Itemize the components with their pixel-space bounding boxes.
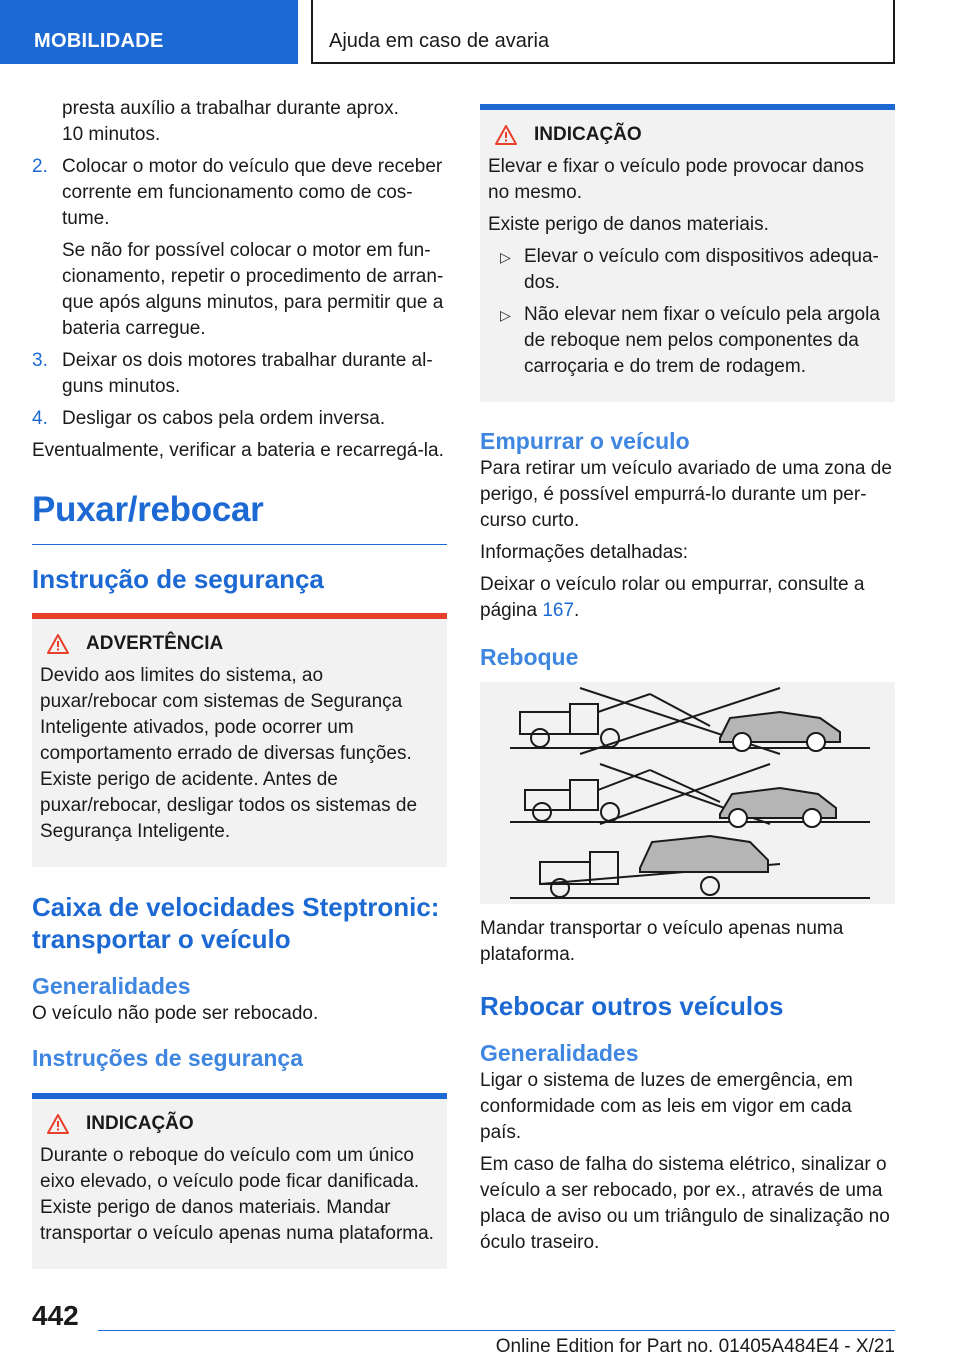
general-heading: Generalidades [480,1040,639,1066]
general-heading: Generalidades [32,973,191,999]
note-text-1: Elevar e fixar o veículo pode provocar danos no mesmo. [488,156,864,203]
step-number: 4. [32,408,48,429]
warning-title [40,633,439,655]
footer-divider [98,1330,895,1331]
continued-line-1: presta auxílio a trabalhar durante aprox. [62,98,399,119]
section-tab [0,0,298,64]
bullet-item [488,244,887,296]
note-title-text: INDICAÇÃO [86,1113,194,1134]
triangle-bullet-icon: ▷ [500,307,511,323]
note-box [32,1093,447,1269]
bullet-text: Não elevar nem fixar o veículo pela argola de reboque nem pelos componentes da carroçaria e do trem de rodagem. [524,304,880,377]
details-text [480,572,895,624]
step-number: 3. [32,350,48,371]
continued-text [32,96,447,148]
warning-title-text: ADVERTÊNCIA [86,633,224,654]
left-column [32,96,447,1269]
step-text: Desligar os cabos pela ordem inversa. [62,408,386,429]
details-sentence: Deixar o veículo rolar ou empurrar, consulte a página [480,574,865,621]
section-label: MOBILIDADE [34,30,164,52]
other-vehicles-heading: Rebocar outros veículos [480,991,784,1021]
push-text: Para retirar um veículo avariado de uma zona de perigo, é possível empurrá-lo durante um percurso curto. [480,458,892,531]
push-heading: Empurrar o veículo [480,428,690,454]
right-column [480,104,895,1262]
step-text: Colocar o motor do veículo que deve receber corrente em funcionamento como de costume. [62,156,443,229]
note-box [480,104,895,402]
warning-triangle-icon [46,633,70,655]
tow-heading: Reboque [480,644,579,670]
warning-box [32,613,447,867]
page-number: 442 [32,1300,79,1331]
warning-text: Devido aos limites do sistema, ao puxar/rebocar com sistemas de Segurança Inteligente ativados, pode ocorrer um comportamento errado de diversas funções. Existe perigo de acidente. Antes de puxar/rebocar, desligar todos os sistemas de Segurança Inteligente. [40,665,418,842]
note-title [488,124,887,146]
step-text: Deixar os dois motores trabalhar durante alguns minutos. [62,350,433,397]
step-extra-text: Se não for possível colocar o motor em funcionamento, repetir o procedimento de arranque após alguns minutos, para permitir que a bateria carregue. [62,240,444,339]
step-item [32,154,447,232]
towing-illustration [480,682,895,904]
note-text-2: Existe perigo de danos materiais. [488,214,769,235]
gearbox-heading: Caixa de velocidades Steptronic: transportar o veículo [32,892,440,954]
bullet-item [488,302,887,380]
note-title-text: INDICAÇÃO [534,124,642,145]
bullet-text: Elevar o veículo com dispositivos adequados. [524,246,879,293]
continued-line-2: 10 minutos. [62,124,161,145]
after-steps-text: Eventualmente, verificar a bateria e recarregá-la. [32,440,444,461]
note-title [40,1113,439,1135]
step-item [32,348,447,400]
details-end: . [574,600,580,621]
details-label: Informações detalhadas: [480,542,689,563]
warning-triangle-icon [494,124,518,146]
other-text-1: Ligar o sistema de luzes de emergência, em conformidade com as leis em vigor em cada país. [480,1070,853,1143]
note-text: Durante o reboque do veículo com um único eixo elevado, o veículo pode ficar danificada. Existe perigo de danos materiais. Mandar transportar o veículo apenas numa plataforma. [40,1145,434,1244]
chapter-title: Ajuda em caso de avaria [329,30,550,52]
chapter-header [311,0,895,64]
other-text-2: Em caso de falha do sistema elétrico, sinalizar o veículo a ser rebocado, por ex., através de uma placa de aviso ou um triângulo de sinalização no óculo traseiro. [480,1154,890,1253]
general-text: O veículo não pode ser rebocado. [32,1003,319,1024]
warning-triangle-icon [46,1113,70,1135]
step-number: 2. [32,156,48,177]
towing-illustration-svg [480,682,895,904]
page-link[interactable]: 167 [542,600,575,621]
safety-instructions-heading: Instruções de segurança [32,1045,303,1071]
footer-edition: Online Edition for Part no. 01405A484E4 - X/21 [495,1336,895,1357]
step-item [32,406,447,432]
tow-caption: Mandar transportar o veículo apenas numa plataforma. [480,918,844,965]
triangle-bullet-icon: ▷ [500,249,511,265]
safety-heading: Instrução de segurança [32,564,324,594]
section-heading: Puxar/rebocar [32,490,447,545]
